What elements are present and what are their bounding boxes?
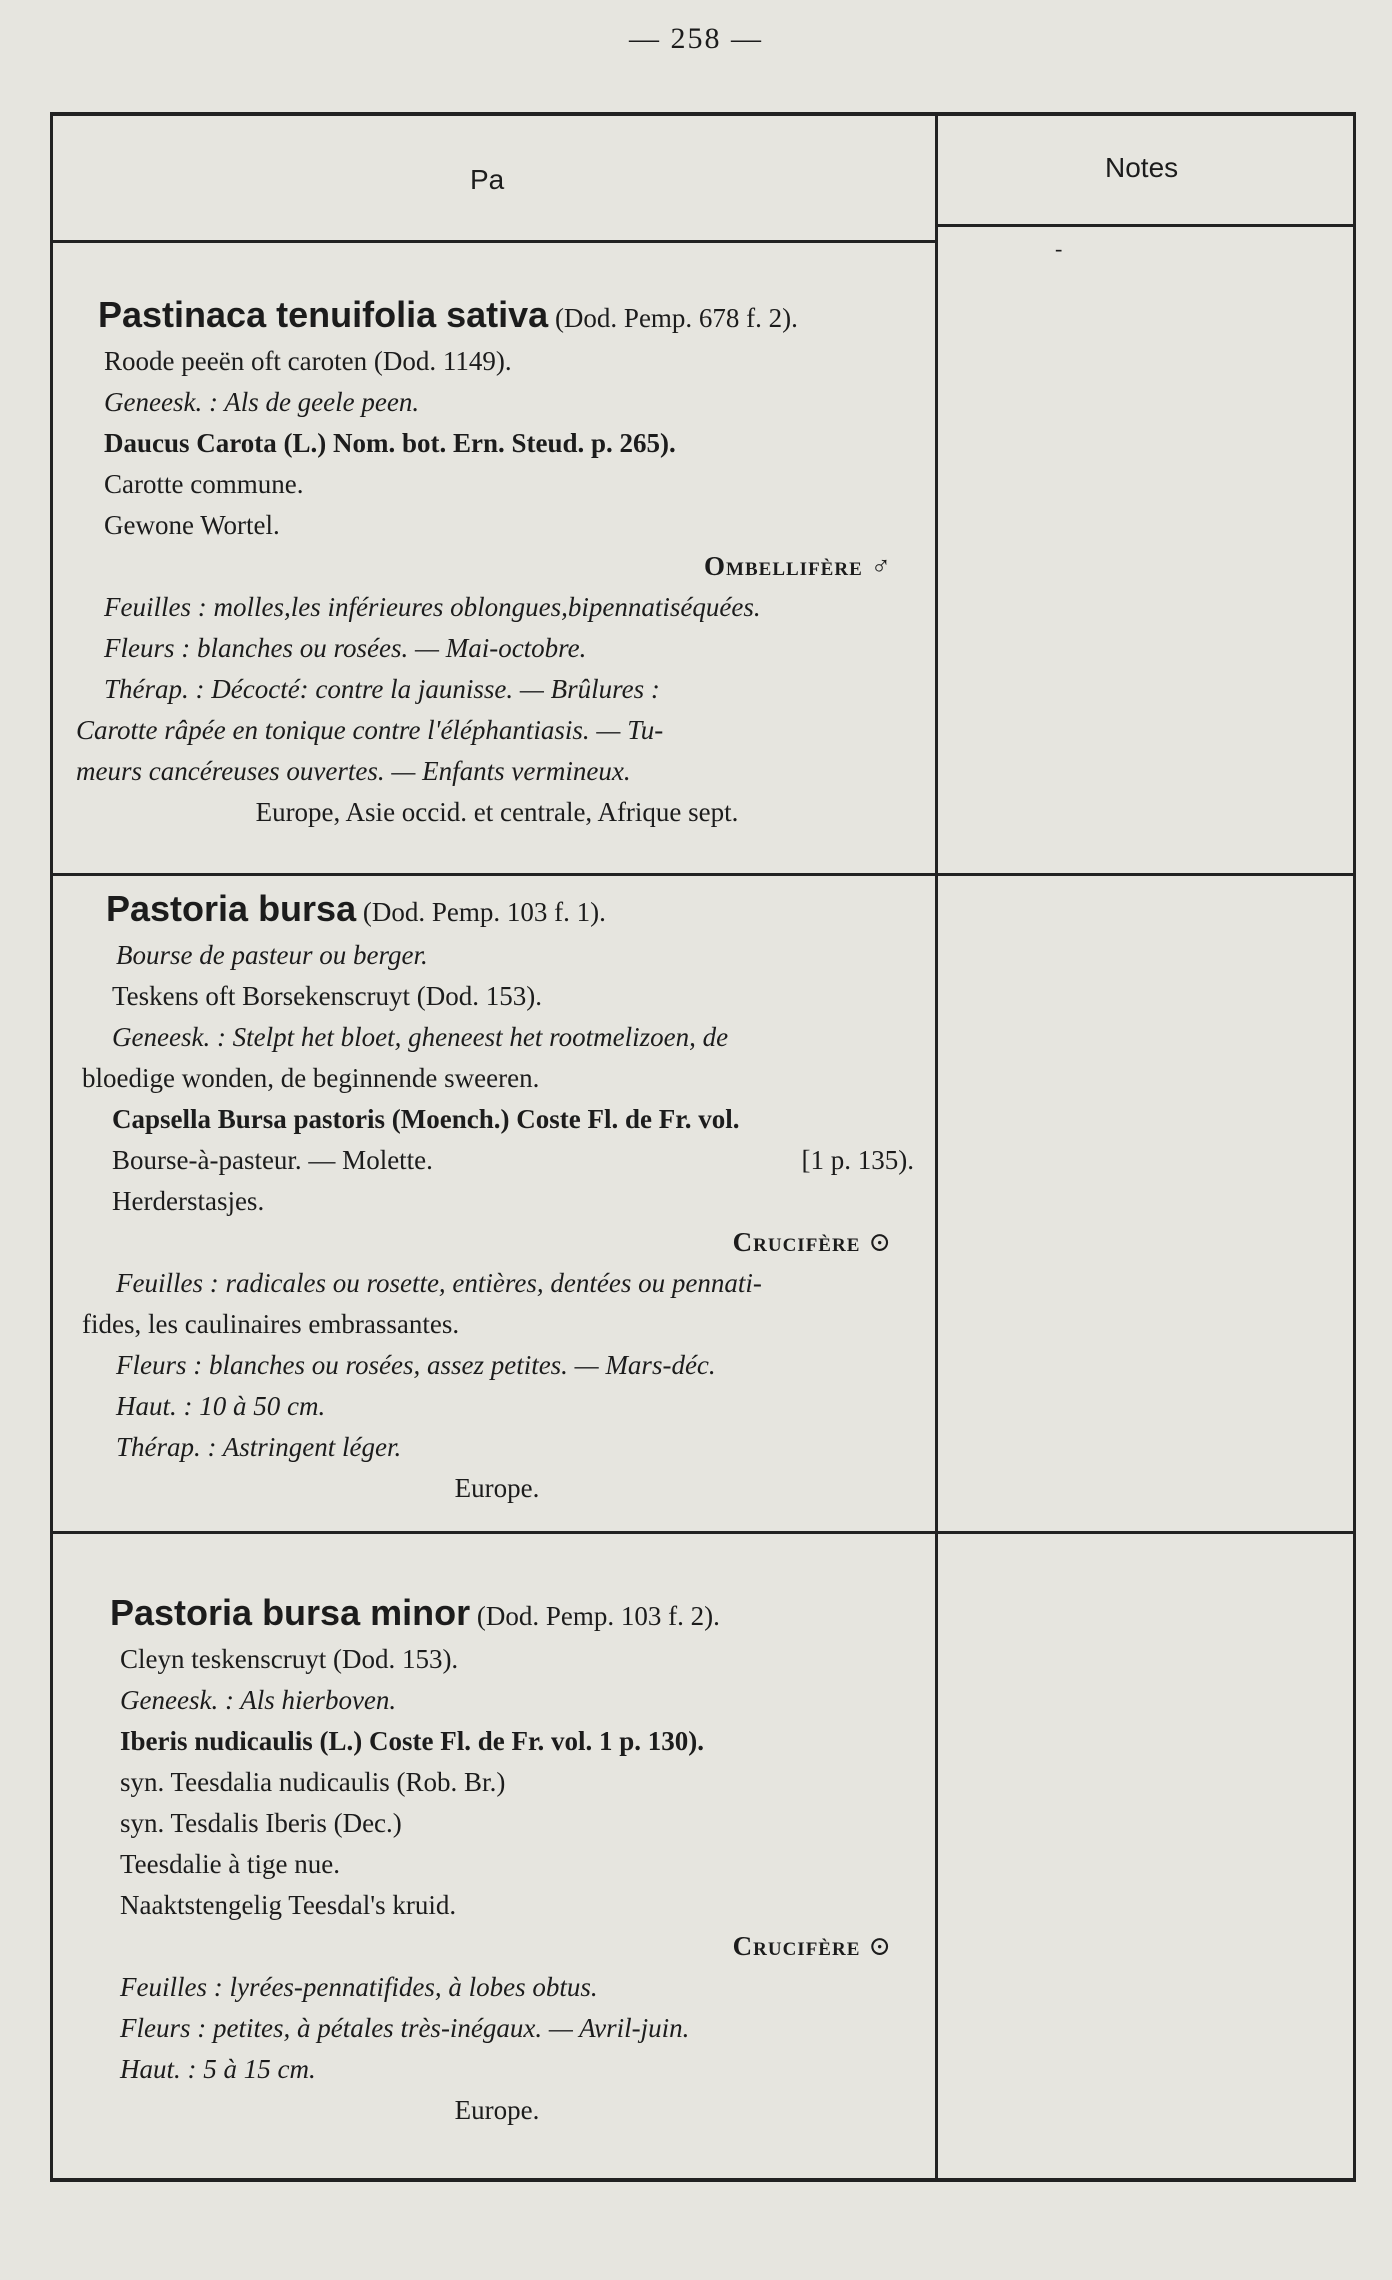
entry-line: Naaktstengelig Teesdal's kruid. <box>120 1890 457 1920</box>
entry-line: Bourse-à-pasteur. — Molette. <box>112 1145 433 1175</box>
entry-line: syn. Teesdalia nudicaulis (Rob. Br.) <box>120 1767 506 1797</box>
entry-line: Geneesk. : Als de geele peen. <box>104 387 420 417</box>
herbal-table <box>50 112 1356 2182</box>
feuilles-line: Feuilles : radicales ou rosette, entières, dentées ou pennati- <box>116 1268 762 1298</box>
family-name: Ombellifère <box>704 551 863 581</box>
entry-divider-2-right <box>938 1531 1353 1534</box>
family-name: Crucifère <box>732 1931 861 1961</box>
therap-line: meurs cancéreuses ouvertes. — Enfants vermineux. <box>76 756 631 786</box>
distribution: Europe. <box>454 2095 540 2125</box>
entry-line: Geneesk. : Als hierboven. <box>120 1685 397 1715</box>
distribution: Europe, Asie occid. et centrale, Afrique sept. <box>255 797 739 827</box>
entry-pastinaca <box>72 294 922 833</box>
entry-divider-1-left <box>50 873 935 876</box>
column-header-left: Pa <box>470 164 505 195</box>
haut-line: Haut. : 10 à 50 cm. <box>116 1391 326 1421</box>
entry-line: Bourse de pasteur ou berger. <box>116 940 428 970</box>
fleurs-line: Fleurs : petites, à pétales très-inégaux. — Avril-juin. <box>120 2013 690 2043</box>
feuilles-line: fides, les caulinaires embrassantes. <box>82 1309 460 1339</box>
column-divider <box>935 116 938 2182</box>
fleurs-line: Fleurs : blanches ou rosées, assez petites. — Mars-déc. <box>116 1350 716 1380</box>
fleurs-line: Fleurs : blanches ou rosées. — Mai-octobre. <box>104 633 587 663</box>
annual-symbol-icon: ⊙ <box>868 1227 892 1257</box>
annual-symbol-icon: ⊙ <box>868 1931 892 1961</box>
entry-line: Geneesk. : Stelpt het bloet, gheneest het rootmelizoen, de <box>112 1022 729 1052</box>
family-label <box>72 1222 922 1263</box>
right-border <box>1353 116 1356 2182</box>
entry-line: Cleyn teskenscruyt (Dod. 153). <box>120 1644 459 1674</box>
entry-pastoria-bursa-minor <box>72 1592 922 2131</box>
entry-reference: (Dod. Pemp. 678 f. 2). <box>554 303 798 333</box>
entry-line: [1 p. 135). <box>801 1145 914 1175</box>
feuilles-line: Feuilles : molles,les inférieures oblongues,bipennatiséquées. <box>104 592 761 622</box>
entry-divider-2-left <box>50 1531 935 1534</box>
entry-line: Teskens oft Borsekenscruyt (Dod. 153). <box>112 981 543 1011</box>
feuilles-line: Feuilles : lyrées-pennatifides, à lobes obtus. <box>120 1972 598 2002</box>
entry-line: Iberis nudicaulis (L.) Coste Fl. de Fr. vol. 1 p. 130). <box>120 1726 705 1756</box>
family-label <box>72 1926 922 1967</box>
entry-line: Teesdalie à tige nue. <box>120 1849 341 1879</box>
entry-line: Herderstasjes. <box>112 1186 265 1216</box>
entry-name: Pastoria bursa <box>106 888 357 929</box>
family-label <box>72 546 922 587</box>
entry-line: bloedige wonden, de beginnende sweeren. <box>82 1063 540 1093</box>
entry-heading <box>72 1592 922 1637</box>
entry-name: Pastinaca tenuifolia sativa <box>98 294 549 335</box>
entry-reference: (Dod. Pemp. 103 f. 1). <box>362 897 606 927</box>
entry-reference: (Dod. Pemp. 103 f. 2). <box>476 1601 720 1631</box>
entry-pastoria-bursa <box>72 888 922 1509</box>
entry-line: Carotte commune. <box>104 469 304 499</box>
entry-heading <box>72 888 922 933</box>
notes-mark: - <box>1055 236 1063 261</box>
entry-line-pair <box>72 1140 922 1181</box>
entry-line: Daucus Carota (L.) Nom. bot. Ern. Steud. p. 265). <box>104 428 676 458</box>
haut-line: Haut. : 5 à 15 cm. <box>120 2054 316 2084</box>
left-border <box>50 116 53 2182</box>
distribution: Europe. <box>454 1473 540 1503</box>
entry-line: syn. Tesdalis Iberis (Dec.) <box>120 1808 402 1838</box>
entry-line: Gewone Wortel. <box>104 510 280 540</box>
entry-name: Pastoria bursa minor <box>110 1592 471 1633</box>
entry-divider-1-right <box>938 873 1353 876</box>
family-name: Crucifère <box>732 1227 861 1257</box>
therap-line: Carotte râpée en tonique contre l'éléphantiasis. — Tu- <box>76 715 664 745</box>
header-divider-left <box>50 240 935 243</box>
therap-line: Thérap. : Astringent léger. <box>116 1432 402 1462</box>
column-header-right: Notes <box>1105 152 1179 183</box>
entry-line: Capsella Bursa pastoris (Moench.) Coste Fl. de Fr. vol. <box>112 1104 740 1134</box>
entry-line: Roode peeën oft caroten (Dod. 1149). <box>104 346 512 376</box>
header-divider-right <box>938 224 1353 227</box>
page-number: — 258 — <box>629 22 763 55</box>
therap-line: Thérap. : Décocté: contre la jaunisse. — Brûlures : <box>104 674 660 704</box>
male-symbol-icon: ♂ <box>870 551 892 581</box>
entry-heading <box>72 294 922 339</box>
